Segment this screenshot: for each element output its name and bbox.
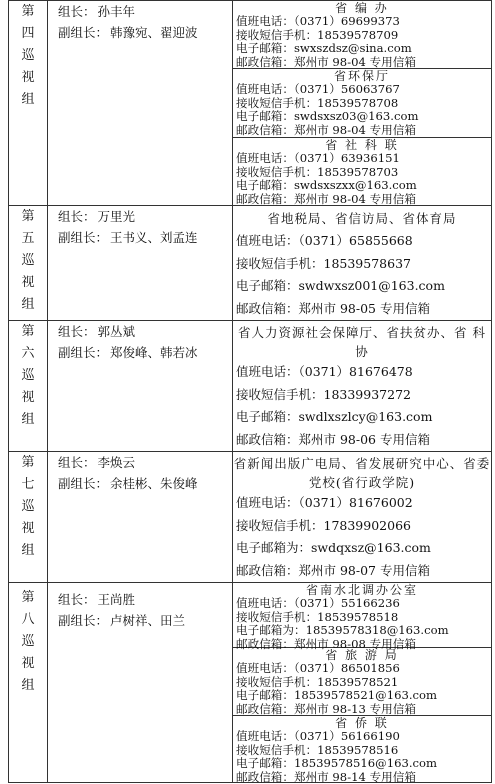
sms-phone: 接收短信手机：18539578637 (233, 253, 491, 276)
leader-line: 组长： 郭丛斌 (58, 321, 232, 342)
unit-title: 省 编 办 (233, 1, 491, 15)
sms-phone: 接收短信手机：18539578708 (233, 97, 491, 111)
group-row (9, 583, 492, 783)
unit-block (233, 206, 491, 320)
units-cell (233, 1, 492, 206)
leader-name: 王尚胜 (98, 592, 136, 607)
leader-line: 组长： 王尚胜 (58, 589, 232, 610)
group-name-char: 八 (21, 609, 34, 631)
postal-box: 邮政信箱：郑州市 98-07 专用信箱 (233, 560, 491, 583)
deputy-line: 副组长： 卢树祥、田兰 (58, 610, 232, 631)
group-name-cell (9, 1, 48, 206)
unit-title: 省南水北调办公室 (233, 583, 491, 597)
sms-phone: 接收短信手机：18539578709 (233, 29, 491, 43)
group-leaders-cell (48, 1, 233, 206)
unit-block (233, 138, 491, 205)
unit-title: 省 旅 游 局 (233, 648, 491, 662)
group-name-char: 七 (21, 474, 34, 496)
group-name-char: 五 (21, 228, 34, 250)
email: 电子邮箱：swdwxsz001@163.com (233, 275, 491, 298)
group-name-char: 第 (21, 206, 34, 228)
group-name-char: 视 (21, 653, 34, 675)
unit-block (233, 648, 491, 716)
postal-box: 邮政信箱：郑州市 98-08 专用信箱 (233, 638, 491, 652)
group-name-char: 第 (21, 452, 34, 474)
postal-box: 邮政信箱：郑州市 98-06 专用信箱 (233, 429, 491, 452)
unit-block (233, 716, 491, 782)
leader-name: 万里光 (98, 209, 136, 224)
unit-title: 省人力资源社会保障厅、省扶贫办、省 科 协 (233, 321, 491, 361)
sms-phone: 接收短信手机：18339937272 (233, 384, 491, 407)
group-name-char: 巡 (21, 45, 34, 67)
group-name-char: 组 (21, 89, 34, 111)
unit-title: 省 社 科 联 (233, 138, 491, 152)
unit-title: 省 侨 联 (233, 716, 491, 730)
leader-name: 李焕云 (98, 455, 136, 470)
sms-phone: 接收短信手机：18539578703 (233, 166, 491, 180)
group-name-char: 巡 (21, 365, 34, 387)
units-cell (233, 321, 492, 452)
group-leaders-cell (48, 583, 233, 783)
group-name-char: 组 (21, 540, 34, 562)
deputy-names: 郑俊峰、韩若冰 (110, 345, 198, 360)
group-name-char: 第 (21, 1, 34, 23)
group-name-char: 巡 (21, 250, 34, 272)
sms-phone: 接收短信手机：18539578516 (233, 744, 491, 758)
duty-phone: 值班电话：（0371）81676478 (233, 361, 491, 384)
group-leaders-cell (48, 321, 233, 452)
email: 电子邮箱：18539578516@163.com (233, 757, 491, 771)
postal-box: 邮政信箱：郑州市 98-14 专用信箱 (233, 771, 491, 784)
unit-title: 省环保厅 (233, 69, 491, 83)
unit-title: 省新闻出版广电局、省发展研究中心、省委党校(省行政学院) (233, 452, 491, 492)
postal-box: 邮政信箱：郑州市 98-13 专用信箱 (233, 703, 491, 717)
group-row (9, 321, 492, 452)
group-name-char: 视 (21, 387, 34, 409)
group-name-cell (9, 206, 48, 321)
group-name-char: 巡 (21, 631, 34, 653)
group-row (9, 1, 492, 206)
unit-title: 省地税局、省信访局、省体育局 (233, 206, 491, 230)
deputy-line: 副组长： 郑俊峰、韩若冰 (58, 342, 232, 363)
group-name-char: 视 (21, 518, 34, 540)
duty-phone: 值班电话：（0371）81676002 (233, 492, 491, 515)
email: 电子邮箱：swxszdsz@sina.com (233, 42, 491, 56)
deputy-names: 韩豫宛、翟迎波 (110, 25, 198, 40)
group-name-char: 组 (21, 294, 34, 316)
deputy-line: 副组长： 韩豫宛、翟迎波 (58, 22, 232, 43)
email: 电子邮箱：18539578521@163.com (233, 689, 491, 703)
leader-name: 郭丛斌 (98, 324, 136, 339)
inspection-groups-table (8, 0, 492, 783)
deputy-names: 余桂彬、朱俊峰 (110, 476, 198, 491)
sms-phone: 接收短信手机：18539578518 (233, 611, 491, 625)
group-row (9, 452, 492, 583)
group-name-char: 第 (21, 587, 34, 609)
group-name-char: 四 (21, 23, 34, 45)
duty-phone: 值班电话：（0371）69699373 (233, 15, 491, 29)
unit-block (233, 583, 491, 648)
sms-phone: 接收短信手机：17839902066 (233, 515, 491, 538)
leader-line: 组长： 万里光 (58, 206, 232, 227)
group-name-char: 巡 (21, 496, 34, 518)
sms-phone: 接收短信手机：18539578521 (233, 676, 491, 690)
group-leaders-cell (48, 206, 233, 321)
units-cell (233, 206, 492, 321)
email: 电子邮箱：swdsxszxx@163.com (233, 179, 491, 193)
email: 电子邮箱：swdlxszlcy@163.com (233, 406, 491, 429)
group-leaders-cell (48, 452, 233, 583)
unit-block (233, 1, 491, 69)
group-name-char: 第 (21, 321, 34, 343)
group-name-cell (9, 321, 48, 452)
group-name-cell (9, 583, 48, 783)
deputy-line: 副组长： 王书义、刘孟连 (58, 227, 232, 248)
group-row (9, 206, 492, 321)
duty-phone: 值班电话：（0371）56063767 (233, 83, 491, 97)
unit-block (233, 321, 491, 451)
group-name-char: 组 (21, 675, 34, 697)
duty-phone: 值班电话：（0371）65855668 (233, 230, 491, 253)
duty-phone: 值班电话：（0371）56166190 (233, 730, 491, 744)
leader-line: 组长： 孙丰年 (58, 1, 232, 22)
postal-box: 邮政信箱：郑州市 98-05 专用信箱 (233, 298, 491, 321)
units-cell (233, 583, 492, 783)
unit-block (233, 452, 491, 582)
group-name-char: 视 (21, 272, 34, 294)
duty-phone: 值班电话：（0371）63936151 (233, 152, 491, 166)
group-name-cell (9, 452, 48, 583)
email: 电子邮箱：swdsxsz03@163.com (233, 110, 491, 124)
email: 电子邮箱为：18539578318@163.com (233, 624, 491, 638)
units-cell (233, 452, 492, 583)
postal-box: 邮政信箱：郑州市 98-04 专用信箱 (233, 56, 491, 70)
postal-box: 邮政信箱：郑州市 98-04 专用信箱 (233, 124, 491, 138)
deputy-names: 王书义、刘孟连 (110, 230, 198, 245)
group-name-char: 视 (21, 67, 34, 89)
group-name-char: 六 (21, 343, 34, 365)
duty-phone: 值班电话：（0371）86501856 (233, 662, 491, 676)
postal-box: 邮政信箱：郑州市 98-04 专用信箱 (233, 193, 491, 207)
deputy-line: 副组长： 余桂彬、朱俊峰 (58, 473, 232, 494)
leader-name: 孙丰年 (98, 4, 136, 19)
duty-phone: 值班电话：（0371）55166236 (233, 597, 491, 611)
deputy-names: 卢树祥、田兰 (110, 613, 185, 628)
email: 电子邮箱为：swdqxsz@163.com (233, 537, 491, 560)
leader-line: 组长： 李焕云 (58, 452, 232, 473)
group-name-char: 组 (21, 409, 34, 431)
unit-block (233, 69, 491, 138)
